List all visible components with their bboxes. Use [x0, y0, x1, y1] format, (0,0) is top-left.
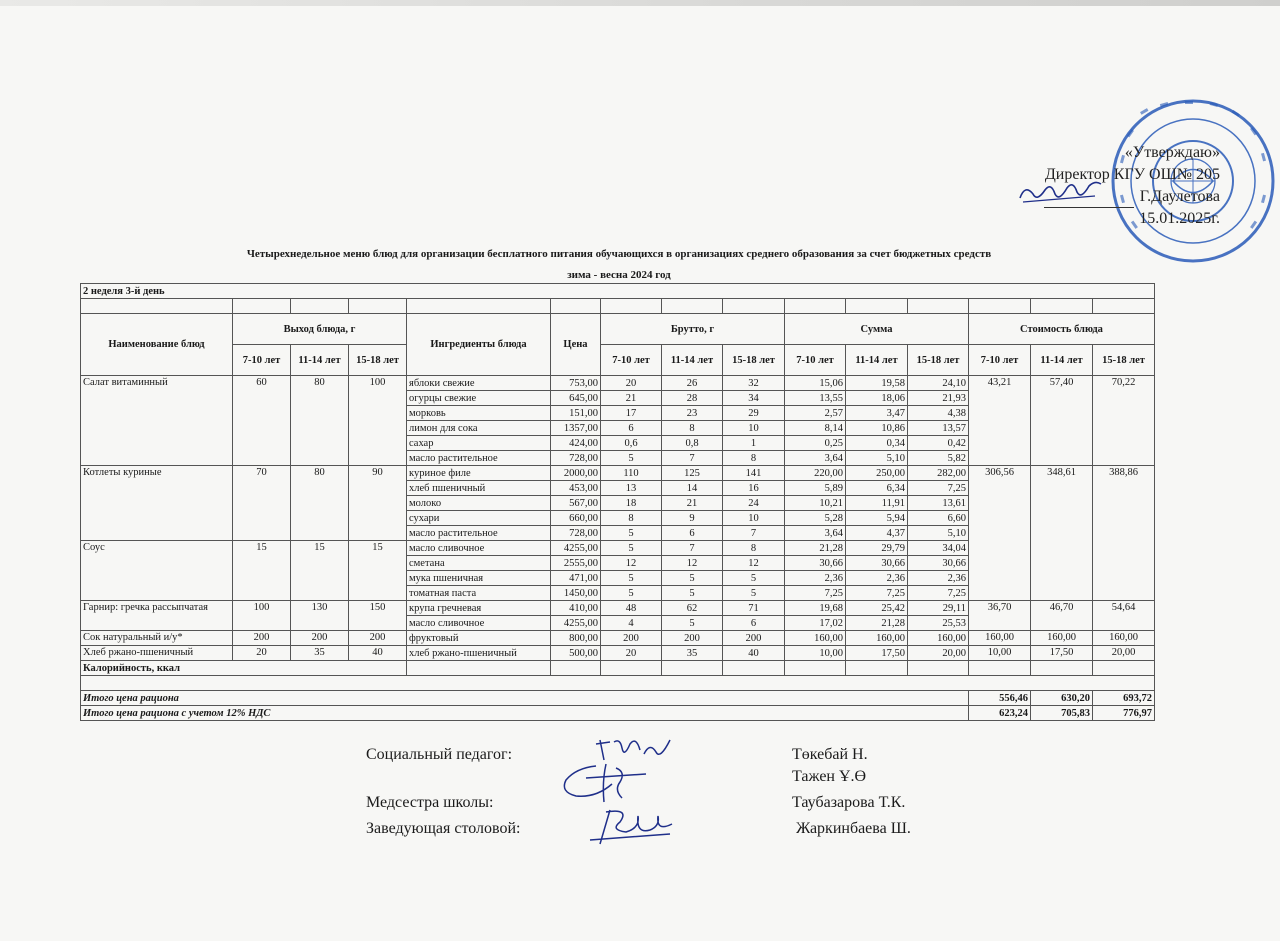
ingredient-name: хлеб ржано-пшеничный	[407, 646, 551, 661]
dish-yield: 100	[349, 376, 407, 466]
menu-season: зима - весна 2024 год	[567, 269, 671, 281]
ingredient-brutto: 6	[723, 616, 785, 631]
dish-name: Сок натуральный и/у*	[81, 631, 233, 646]
ingredient-sum: 13,55	[785, 391, 846, 406]
ingredient-name: лимон для сока	[407, 421, 551, 436]
ingredient-sum: 2,36	[846, 571, 908, 586]
vat-total-value: 705,83	[1031, 706, 1093, 721]
dish-yield: 80	[291, 376, 349, 466]
dish-name: Котлеты куриные	[81, 466, 233, 541]
ingredient-price: 4255,00	[551, 541, 601, 556]
ingredient-price: 500,00	[551, 646, 601, 661]
ingredient-sum: 10,00	[785, 646, 846, 661]
dish-cost: 70,22	[1093, 376, 1155, 466]
header-price: Цена	[551, 314, 601, 376]
ingredient-brutto: 20	[601, 646, 662, 661]
ingredient-sum: 2,36	[785, 571, 846, 586]
ingredient-brutto: 28	[662, 391, 723, 406]
ingredient-sum: 10,21	[785, 496, 846, 511]
dish-yield: 150	[349, 601, 407, 631]
ingredient-sum: 5,28	[785, 511, 846, 526]
ingredient-brutto: 21	[601, 391, 662, 406]
header-age: 7-10 лет	[969, 345, 1031, 376]
ingredient-sum: 6,60	[908, 511, 969, 526]
menu-day: 2 неделя 3-й день	[81, 284, 1155, 299]
ingredient-price: 800,00	[551, 631, 601, 646]
ingredient-row	[81, 631, 1155, 646]
ingredient-sum: 5,94	[846, 511, 908, 526]
header-age: 15-18 лет	[908, 345, 969, 376]
dish-cost: 20,00	[1093, 646, 1155, 661]
ingredient-sum: 24,10	[908, 376, 969, 391]
ingredient-name: огурцы свежие	[407, 391, 551, 406]
ingredient-price: 1357,00	[551, 421, 601, 436]
dish-yield: 15	[233, 541, 291, 601]
ingredient-sum: 25,42	[846, 601, 908, 616]
header-age: 11-14 лет	[662, 345, 723, 376]
dish-name: Хлеб ржано-пшеничный	[81, 646, 233, 661]
dish-yield: 15	[349, 541, 407, 601]
ingredient-brutto: 35	[662, 646, 723, 661]
ingredient-brutto: 12	[601, 556, 662, 571]
ingredient-sum: 21,28	[846, 616, 908, 631]
signer-name: Тажен Ұ.Ө	[792, 768, 867, 785]
ingredient-name: куриное филе	[407, 466, 551, 481]
signer-name: Таубазарова Т.К.	[792, 794, 906, 811]
ingredient-price: 1450,00	[551, 586, 601, 601]
ingredient-sum: 21,93	[908, 391, 969, 406]
ingredient-brutto: 24	[723, 496, 785, 511]
ingredient-row	[81, 601, 1155, 616]
ingredient-sum: 13,57	[908, 421, 969, 436]
ingredient-sum: 17,02	[785, 616, 846, 631]
signer-role: Социальный педагог:	[366, 746, 513, 763]
dish-cost: 160,00	[1093, 631, 1155, 646]
header-age: 15-18 лет	[349, 345, 407, 376]
ingredient-brutto: 12	[662, 556, 723, 571]
ingredient-price: 645,00	[551, 391, 601, 406]
header-sum: Сумма	[785, 314, 969, 345]
dish-name: Соус	[81, 541, 233, 601]
ingredient-sum: 250,00	[846, 466, 908, 481]
header-age: 11-14 лет	[1031, 345, 1093, 376]
ingredient-name: масло сливочное	[407, 541, 551, 556]
dish-yield: 90	[349, 466, 407, 541]
ingredient-name: крупа гречневая	[407, 601, 551, 616]
ingredient-brutto: 20	[601, 376, 662, 391]
ingredient-price: 660,00	[551, 511, 601, 526]
ingredient-sum: 5,10	[908, 526, 969, 541]
header-dish: Наименование блюд	[81, 314, 233, 376]
ingredient-name: масло растительное	[407, 526, 551, 541]
dish-yield: 35	[291, 646, 349, 661]
ingredient-sum: 21,28	[785, 541, 846, 556]
ingredient-brutto: 71	[723, 601, 785, 616]
ingredient-brutto: 23	[662, 406, 723, 421]
ingredient-brutto: 5	[601, 451, 662, 466]
ingredient-brutto: 6	[601, 421, 662, 436]
ingredient-brutto: 5	[601, 571, 662, 586]
ingredient-sum: 0,42	[908, 436, 969, 451]
ingredient-row	[81, 376, 1155, 391]
ingredient-row	[81, 466, 1155, 481]
approval-director-name: Г.Даулетова	[1139, 188, 1220, 205]
ingredient-brutto: 14	[662, 481, 723, 496]
header-age: 11-14 лет	[846, 345, 908, 376]
ingredient-sum: 3,64	[785, 526, 846, 541]
ingredient-price: 424,00	[551, 436, 601, 451]
dish-cost: 160,00	[969, 631, 1031, 646]
ingredient-brutto: 21	[662, 496, 723, 511]
ingredient-name: сахар	[407, 436, 551, 451]
ingredient-brutto: 12	[723, 556, 785, 571]
ingredient-sum: 3,64	[785, 451, 846, 466]
ingredient-brutto: 10	[723, 421, 785, 436]
ingredient-name: яблоки свежие	[407, 376, 551, 391]
ingredient-sum: 20,00	[908, 646, 969, 661]
dish-cost: 306,56	[969, 466, 1031, 601]
ingredient-sum: 160,00	[908, 631, 969, 646]
ingredient-name: молоко	[407, 496, 551, 511]
ingredient-price: 410,00	[551, 601, 601, 616]
ingredient-name: мука пшеничная	[407, 571, 551, 586]
dish-yield: 200	[349, 631, 407, 646]
dish-yield: 200	[291, 631, 349, 646]
ingredient-sum: 19,58	[846, 376, 908, 391]
ingredient-sum: 4,38	[908, 406, 969, 421]
header-age: 7-10 лет	[785, 345, 846, 376]
approval-date: 15.01.2025г.	[1139, 210, 1220, 227]
ingredient-brutto: 26	[662, 376, 723, 391]
ingredient-sum: 29,11	[908, 601, 969, 616]
ingredient-price: 728,00	[551, 451, 601, 466]
dish-yield: 100	[233, 601, 291, 631]
dish-yield: 200	[233, 631, 291, 646]
ingredient-brutto: 0,6	[601, 436, 662, 451]
ingredient-price: 453,00	[551, 481, 601, 496]
dish-cost: 46,70	[1031, 601, 1093, 631]
approval-position: Директор КГУ ОШ№ 205	[1044, 166, 1220, 183]
dish-yield: 20	[233, 646, 291, 661]
approval-heading: «Утверждаю»	[1124, 144, 1220, 161]
dish-yield: 60	[233, 376, 291, 466]
dish-cost: 17,50	[1031, 646, 1093, 661]
ingredient-brutto: 5	[662, 571, 723, 586]
ingredient-sum: 18,06	[846, 391, 908, 406]
ingredient-price: 4255,00	[551, 616, 601, 631]
ingredient-price: 567,00	[551, 496, 601, 511]
vat-total-value: 776,97	[1093, 706, 1155, 721]
ingredient-brutto: 40	[723, 646, 785, 661]
ingredient-sum: 17,50	[846, 646, 908, 661]
ingredient-brutto: 16	[723, 481, 785, 496]
dish-name: Салат витаминный	[81, 376, 233, 466]
ingredient-sum: 19,68	[785, 601, 846, 616]
ingredient-row	[81, 646, 1155, 661]
ingredient-brutto: 8	[601, 511, 662, 526]
ingredient-brutto: 18	[601, 496, 662, 511]
ingredient-sum: 34,04	[908, 541, 969, 556]
ingredient-sum: 0,34	[846, 436, 908, 451]
ingredient-brutto: 5	[662, 586, 723, 601]
ingredient-sum: 4,37	[846, 526, 908, 541]
signer-name: Жаркинбаева Ш.	[796, 820, 911, 837]
total-value: 556,46	[969, 691, 1031, 706]
header-age: 11-14 лет	[291, 345, 349, 376]
page-top-edge	[0, 0, 1280, 6]
ingredient-brutto: 7	[662, 541, 723, 556]
ingredient-price: 2555,00	[551, 556, 601, 571]
ingredient-sum: 25,53	[908, 616, 969, 631]
ingredient-brutto: 1	[723, 436, 785, 451]
ingredient-sum: 7,25	[846, 586, 908, 601]
header-age: 15-18 лет	[723, 345, 785, 376]
ingredient-brutto: 200	[601, 631, 662, 646]
ingredient-sum: 5,82	[908, 451, 969, 466]
ingredient-sum: 2,57	[785, 406, 846, 421]
ingredient-brutto: 141	[723, 466, 785, 481]
ingredient-brutto: 10	[723, 511, 785, 526]
ingredient-brutto: 29	[723, 406, 785, 421]
ingredient-name: морковь	[407, 406, 551, 421]
ingredient-sum: 7,25	[785, 586, 846, 601]
ingredient-price: 471,00	[551, 571, 601, 586]
total-label: Итого цена рациона	[81, 691, 969, 706]
dish-cost: 160,00	[1031, 631, 1093, 646]
dish-yield: 130	[291, 601, 349, 631]
ingredient-name: хлеб пшеничный	[407, 481, 551, 496]
director-signature	[1015, 176, 1105, 210]
ingredient-brutto: 5	[601, 541, 662, 556]
ingredient-brutto: 5	[601, 586, 662, 601]
ingredient-brutto: 7	[723, 526, 785, 541]
signer-name: Төкебай Н.	[792, 746, 868, 763]
header-age: 7-10 лет	[233, 345, 291, 376]
header-cost: Стоимость блюда	[969, 314, 1155, 345]
ingredient-sum: 11,91	[846, 496, 908, 511]
ingredient-price: 753,00	[551, 376, 601, 391]
ingredient-price: 728,00	[551, 526, 601, 541]
ingredient-sum: 160,00	[846, 631, 908, 646]
ingredient-brutto: 5	[601, 526, 662, 541]
ingredient-brutto: 6	[662, 526, 723, 541]
ingredient-brutto: 200	[662, 631, 723, 646]
ingredient-brutto: 110	[601, 466, 662, 481]
dish-name: Гарнир: гречка рассыпчатая	[81, 601, 233, 631]
ingredient-sum: 29,79	[846, 541, 908, 556]
ingredient-brutto: 48	[601, 601, 662, 616]
ingredient-sum: 3,47	[846, 406, 908, 421]
ingredient-sum: 282,00	[908, 466, 969, 481]
header-brutto: Брутто, г	[601, 314, 785, 345]
ingredient-brutto: 0,8	[662, 436, 723, 451]
calories-label: Калорийность, ккал	[81, 661, 407, 676]
ingredient-brutto: 5	[723, 586, 785, 601]
ingredient-name: масло сливочное	[407, 616, 551, 631]
ingredient-brutto: 13	[601, 481, 662, 496]
ingredient-sum: 30,66	[846, 556, 908, 571]
dish-yield: 80	[291, 466, 349, 541]
ingredient-sum: 30,66	[908, 556, 969, 571]
ingredient-brutto: 62	[662, 601, 723, 616]
header-age: 7-10 лет	[601, 345, 662, 376]
signer-role: Заведующая столовой:	[366, 820, 521, 837]
vat-total-value: 623,24	[969, 706, 1031, 721]
vat-total-label: Итого цена рациона с учетом 12% НДС	[81, 706, 969, 721]
ingredient-brutto: 125	[662, 466, 723, 481]
ingredient-sum: 13,61	[908, 496, 969, 511]
ingredient-sum: 160,00	[785, 631, 846, 646]
dish-cost: 57,40	[1031, 376, 1093, 466]
header-ingredients: Ингредиенты блюда	[407, 314, 551, 376]
ingredient-sum: 7,25	[908, 586, 969, 601]
total-value: 630,20	[1031, 691, 1093, 706]
ingredient-sum: 5,89	[785, 481, 846, 496]
dish-yield: 15	[291, 541, 349, 601]
menu-title: Четырехнедельное меню блюд для организации бесплатного питания обучающихся в организациях среднего образования за счет бюджетных средств	[246, 248, 992, 260]
ingredient-brutto: 7	[662, 451, 723, 466]
dish-cost: 348,61	[1031, 466, 1093, 601]
dish-yield: 40	[349, 646, 407, 661]
dish-cost: 36,70	[969, 601, 1031, 631]
ingredient-name: масло растительное	[407, 451, 551, 466]
total-value: 693,72	[1093, 691, 1155, 706]
header-yield: Выход блюда, г	[233, 314, 407, 345]
header-age: 15-18 лет	[1093, 345, 1155, 376]
ingredient-sum: 10,86	[846, 421, 908, 436]
ingredient-sum: 7,25	[908, 481, 969, 496]
dish-cost: 388,86	[1093, 466, 1155, 601]
ingredient-name: томатная паста	[407, 586, 551, 601]
ingredient-sum: 220,00	[785, 466, 846, 481]
ingredient-brutto: 200	[723, 631, 785, 646]
social-pedagogue-signature-2	[556, 758, 666, 806]
ingredient-sum: 8,14	[785, 421, 846, 436]
dish-cost: 43,21	[969, 376, 1031, 466]
ingredient-sum: 6,34	[846, 481, 908, 496]
ingredient-brutto: 5	[723, 571, 785, 586]
ingredient-sum: 2,36	[908, 571, 969, 586]
menu-table	[80, 283, 1155, 721]
canteen-head-signature	[580, 804, 680, 848]
ingredient-sum: 5,10	[846, 451, 908, 466]
ingredient-brutto: 32	[723, 376, 785, 391]
ingredient-brutto: 5	[662, 616, 723, 631]
ingredient-sum: 30,66	[785, 556, 846, 571]
ingredient-brutto: 17	[601, 406, 662, 421]
ingredient-sum: 15,06	[785, 376, 846, 391]
ingredient-brutto: 8	[662, 421, 723, 436]
ingredient-name: фруктовый	[407, 631, 551, 646]
ingredient-brutto: 4	[601, 616, 662, 631]
ingredient-brutto: 34	[723, 391, 785, 406]
dish-cost: 10,00	[969, 646, 1031, 661]
ingredient-brutto: 8	[723, 541, 785, 556]
ingredient-brutto: 8	[723, 451, 785, 466]
dish-cost: 54,64	[1093, 601, 1155, 631]
ingredient-name: сухари	[407, 511, 551, 526]
ingredient-name: сметана	[407, 556, 551, 571]
ingredient-brutto: 9	[662, 511, 723, 526]
dish-yield: 70	[233, 466, 291, 541]
ingredient-price: 151,00	[551, 406, 601, 421]
ingredient-sum: 0,25	[785, 436, 846, 451]
ingredient-price: 2000,00	[551, 466, 601, 481]
signer-role: Медсестра школы:	[366, 794, 494, 811]
